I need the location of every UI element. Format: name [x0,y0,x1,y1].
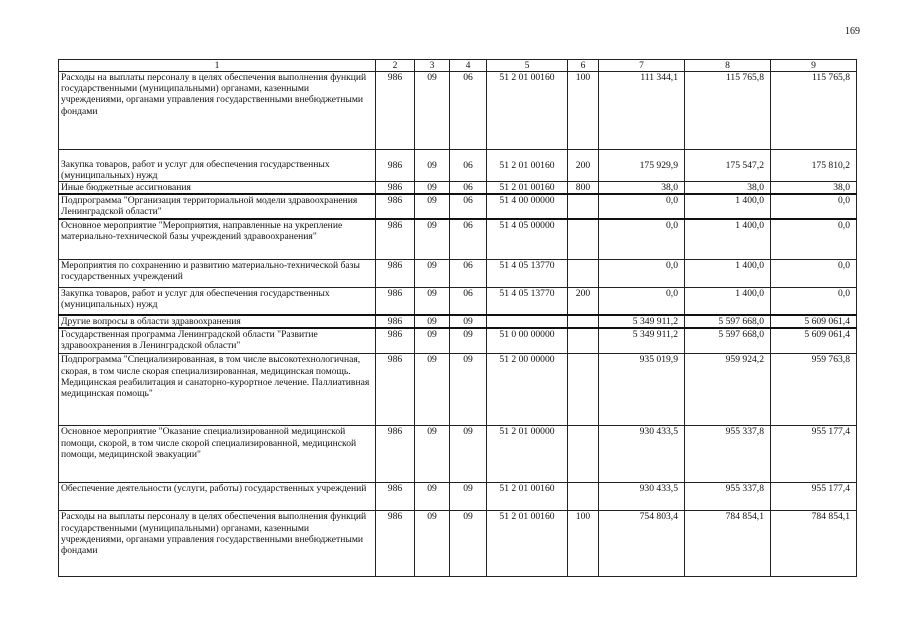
cell-subsection: 09 [450,315,487,328]
cell-section: 09 [415,315,450,328]
cell-target-code: 51 4 05 00000 [487,219,568,260]
cell-target-code: 51 4 00 00000 [487,194,568,218]
cell-subsection: 09 [450,426,487,483]
cell-section: 09 [415,328,450,354]
cell-subsection: 06 [450,288,487,315]
cell-ministry: 986 [376,260,415,288]
header-cell: 4 [450,60,487,72]
cell-subsection: 06 [450,260,487,288]
cell-amount-9: 38,0 [771,182,857,195]
cell-subsection: 06 [450,150,487,182]
cell-subsection: 09 [450,328,487,354]
cell-ministry: 986 [376,72,415,150]
cell-expense-type [568,426,599,483]
cell-amount-9: 0,0 [771,288,857,315]
cell-amount-8: 175 547,2 [685,150,771,182]
row-name: Государственная программа Ленинградской области "Развитие здравоохранения в Ленинградской области" [59,328,376,354]
cell-amount-8: 955 337,8 [685,483,771,511]
cell-subsection: 09 [450,483,487,511]
cell-amount-8: 38,0 [685,182,771,195]
cell-ministry: 986 [376,219,415,260]
cell-expense-type [568,354,599,426]
cell-amount-9: 955 177,4 [771,483,857,511]
cell-section: 09 [415,426,450,483]
cell-amount-8: 1 400,0 [685,260,771,288]
cell-amount-7: 754 803,4 [599,511,685,577]
header-cell: 7 [599,60,685,72]
page-number: 169 [845,26,860,37]
header-cell: 6 [568,60,599,72]
cell-expense-type: 100 [568,511,599,577]
row-name: Подпрограмма "Специализированная, в том числе высокотехнологичная, скорая, в том числе скорая специализированная, медицинская помощь. Медицинская реабилитация и санаторно-курортное лечение. Паллиативная медицинская помощь" [59,354,376,426]
cell-amount-8: 5 597 668,0 [685,315,771,328]
cell-amount-9: 175 810,2 [771,150,857,182]
cell-expense-type [568,219,599,260]
cell-section: 09 [415,511,450,577]
table-row [59,315,857,328]
cell-expense-type [568,315,599,328]
cell-ministry: 986 [376,194,415,218]
cell-target-code: 51 4 05 13770 [487,260,568,288]
cell-ministry: 986 [376,483,415,511]
cell-section: 09 [415,150,450,182]
row-name: Обеспечение деятельности (услуги, работы) государственных учреждений [59,483,376,511]
table-row [59,426,857,483]
cell-target-code: 51 2 00 00000 [487,354,568,426]
cell-amount-8: 955 337,8 [685,426,771,483]
cell-target-code: 51 2 01 00160 [487,72,568,150]
cell-amount-7: 111 344,1 [599,72,685,150]
cell-ministry: 986 [376,182,415,195]
cell-ministry: 986 [376,354,415,426]
table-row [59,328,857,354]
cell-amount-7: 0,0 [599,260,685,288]
cell-amount-8: 1 400,0 [685,288,771,315]
table-row [59,182,857,195]
cell-ministry: 986 [376,426,415,483]
cell-subsection: 06 [450,219,487,260]
cell-expense-type [568,194,599,218]
cell-target-code: 51 4 05 13770 [487,288,568,315]
cell-amount-9: 115 765,8 [771,72,857,150]
cell-amount-8: 959 924,2 [685,354,771,426]
cell-subsection: 06 [450,72,487,150]
row-name: Расходы на выплаты персоналу в целях обеспечения выполнения функций государственными (муниципальными) органами, казенными учреждениями, органами управления государственными внебюджетными фондами [59,72,376,150]
cell-amount-7: 175 929,9 [599,150,685,182]
row-name: Основное мероприятие "Мероприятия, направленные на укрепление материально-технической базы учреждений здравоохранения" [59,219,376,260]
table-row [59,260,857,288]
cell-subsection: 09 [450,354,487,426]
cell-expense-type [568,483,599,511]
cell-amount-7: 0,0 [599,288,685,315]
cell-amount-7: 930 433,5 [599,426,685,483]
cell-section: 09 [415,483,450,511]
header-cell: 2 [376,60,415,72]
cell-target-code: 51 2 01 00160 [487,511,568,577]
cell-amount-8: 1 400,0 [685,219,771,260]
row-name: Закупка товаров, работ и услуг для обеспечения государственных (муниципальных) нужд [59,150,376,182]
cell-subsection: 06 [450,182,487,195]
cell-amount-9: 0,0 [771,260,857,288]
cell-target-code: 51 2 01 00000 [487,426,568,483]
cell-amount-7: 935 019,9 [599,354,685,426]
row-name: Закупка товаров, работ и услуг для обеспечения государственных (муниципальных) нужд [59,288,376,315]
header-cell: 3 [415,60,450,72]
table-row [59,72,857,150]
cell-expense-type: 800 [568,182,599,195]
cell-section: 09 [415,260,450,288]
cell-expense-type: 200 [568,288,599,315]
cell-ministry: 986 [376,315,415,328]
cell-amount-7: 38,0 [599,182,685,195]
header-cell: 1 [59,60,376,72]
cell-subsection: 06 [450,194,487,218]
header-cell: 8 [685,60,771,72]
cell-amount-8: 784 854,1 [685,511,771,577]
cell-ministry: 986 [376,511,415,577]
table-row [59,194,857,218]
cell-amount-7: 5 349 911,2 [599,328,685,354]
row-name: Иные бюджетные ассигнования [59,182,376,195]
cell-expense-type [568,260,599,288]
cell-amount-8: 1 400,0 [685,194,771,218]
cell-amount-9: 5 609 061,4 [771,328,857,354]
cell-amount-9: 0,0 [771,194,857,218]
cell-section: 09 [415,182,450,195]
cell-amount-8: 5 597 668,0 [685,328,771,354]
budget-table [58,59,857,577]
table-row [59,150,857,182]
cell-amount-7: 5 349 911,2 [599,315,685,328]
row-name: Основное мероприятие "Оказание специализированной медицинской помощи, скорой, в том числе скорой специализированной, медицинской помощи, медицинской эвакуации" [59,426,376,483]
cell-amount-8: 115 765,8 [685,72,771,150]
cell-target-code: 51 2 01 00160 [487,182,568,195]
cell-ministry: 986 [376,150,415,182]
cell-target-code: 51 2 01 00160 [487,483,568,511]
cell-section: 09 [415,72,450,150]
cell-ministry: 986 [376,328,415,354]
cell-amount-9: 784 854,1 [771,511,857,577]
cell-amount-7: 0,0 [599,194,685,218]
cell-amount-9: 0,0 [771,219,857,260]
cell-target-code: 51 2 01 00160 [487,150,568,182]
table-row [59,511,857,577]
cell-amount-9: 5 609 061,4 [771,315,857,328]
row-name: Расходы на выплаты персоналу в целях обеспечения выполнения функций государственными (муниципальными) органами, казенными учреждениями, органами управления государственными внебюджетными фондами [59,511,376,577]
cell-expense-type [568,328,599,354]
cell-section: 09 [415,288,450,315]
cell-amount-7: 0,0 [599,219,685,260]
table-row [59,219,857,260]
cell-target-code [487,315,568,328]
header-cell: 5 [487,60,568,72]
cell-expense-type: 200 [568,150,599,182]
cell-amount-7: 930 433,5 [599,483,685,511]
row-name: Подпрограмма "Организация территориальной модели здравоохранения Ленинградской области" [59,194,376,218]
cell-ministry: 986 [376,288,415,315]
cell-expense-type: 100 [568,72,599,150]
cell-amount-9: 955 177,4 [771,426,857,483]
table-row [59,354,857,426]
row-name: Другие вопросы в области здравоохранения [59,315,376,328]
table-row [59,483,857,511]
table-row [59,288,857,315]
cell-amount-9: 959 763,8 [771,354,857,426]
header-row [59,60,857,72]
cell-subsection: 09 [450,511,487,577]
row-name: Мероприятия по сохранению и развитию материально-технической базы государственных учреждений [59,260,376,288]
cell-section: 09 [415,219,450,260]
cell-target-code: 51 0 00 00000 [487,328,568,354]
header-cell: 9 [771,60,857,72]
cell-section: 09 [415,194,450,218]
cell-section: 09 [415,354,450,426]
